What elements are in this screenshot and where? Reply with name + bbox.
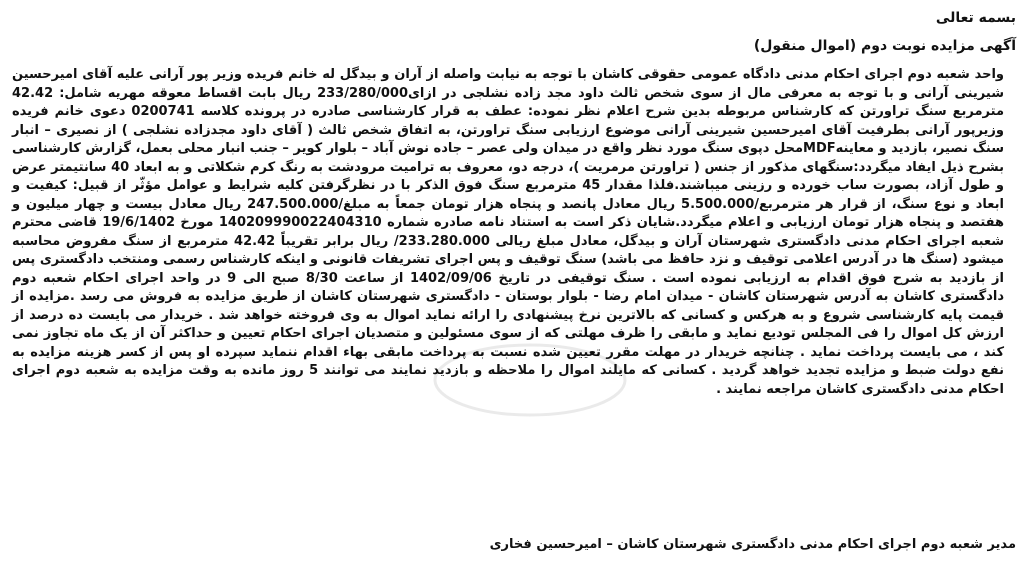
notice-body: واحد شعبه دوم اجرای احکام مدنی دادگاه عمومی حقوقی کاشان با توجه به نیابت واصله از آران و بیدگل له خانم فریده وزیر پور آرانی علیه آقای امیرحسین شیرینی آرانی و با توجه به معرفی مال از سوی شخص ثالث داود مجد زاده نشلجی در ازای233/280/000 ریال بابت اقساط معوقه مهریه شامل: 42.42 مترمربع سنگ تراورتن که کارشناس مربوطه بدین شرح اعلام نظر نموده: عطف به قرار کارشناسی صادره در پرونده کلاسه 0200741 دعوی خانم فریده وزیرپور آرانی بطرفیت آقای امیرحسین شیرینی آرانی موضوع ارزیابی سنگ تراورتن، به اتفاق شخص ثالث ( آقای داود مجدزاده نشلجی ) از نصیری – انبار سنگ نصیر، بازدید و معاینهMDFمحل دپوی سنگ مورد نظر واقع در میدان ولی عصر – جاده نوش آباد – بلوار کویر – جنب انبار محلی بعمل، گزارش کارشناسی بشرح ذیل ایفاد میگردد:سنگهای مذکور از جنس ( تراورتن مرمریت )، درجه دو، معروف به ترامیت مرودشت به رنگ کرم شکلاتی و به ابعاد 40 سانتیمتر عرض و طول آزاد، بصورت ساب خورده و رزینی میباشند.فلذا مقدار 45 مترمربع سنگ فوق الذکر با در نظرگرفتن کلیه شرایط و عوامل مؤثّر از قبیل: کیفیت و ابعاد و نوع سنگ، از قرار هر مترمربع/5.500.000 ریال معادل پانصد و پنجاه هزار تومان جمعاً به مبلغ/247.500.000 ریال معادل بیست و چهار میلیون و هفتصد و پنجاه هزار تومان ارزیابی و اعلام میگردد.شایان ذکر است به استناد نامه صادره شماره 140209990022404310 مورخ 19/6/1402 قاضی محترم شعبه اجرای احکام مدنی دادگستری شهرستان آران و بیدگل، معادل مبلغ ریالی 233.280.000/ ریال برابر تقریباً 42.42 مترمربع از سنگ مفروض محاسبه میشود (سنگ ها در آدرس اعلامی توقیف و نزد حافظ می باشد) سنگ توقیف و پس اجرای تشریفات قانونی و اینکه کارشناس رسمی ومنتخب دادگستری پس از بازدید به شرح فوق اقدام به ارزیابی نموده است . سنگ توقیفی در تاریخ 1402/09/06 از ساعت 8/30 صبح الی 9 در واحد اجرای احکام شعبه دوم دادگستری کاشان به آدرس شهرستان کاشان - میدان امام رضا - بلوار بوستان - دادگستری شهرستان کاشان از طریق مزایده به فروش می رسد .مزایده از قیمت پایه کارشناسی شروع و به هرکس و کسانی که بالاترین نرخ پیشنهادی را ارائه نماید اموال به وی فروخته خواهد شد . خریدار می بایست ده درصد از ارزش کل اموال را فی المجلس تودیع نماید و مابقی را ظرف مهلتی که از سوی مسئولین و متصدیان اجرای احکام تعیین و حداکثر آن از یک ماه تجاوز نمی کند ، می بایست پرداخت نماید . چنانچه خریدار در مهلت مقرر تعیین شده نسبت به پرداخت مابقی بهاء اقدام ننماید سپرده او پس از کسر هزینه مزایده به نفع دولت ضبط و مزایده تجدید خواهد گردید . کسانی که مایلند اموال را ملاحظه و بازدید نمایند می توانند 5 روز مانده به وقت مزایده به شعبه دوم اجرای احکام مدنی دادگستری کاشان مراجعه نمایند . — [12, 67, 1005, 397]
notice-title: آگهی مزایده نوبت دوم (اموال منقول) — [753, 38, 1016, 54]
bismillah-heading: بسمه تعالی — [935, 10, 1016, 26]
signature-line: مدیر شعبه دوم اجرای احکام مدنی دادگستری شهرستان کاشان – امیرحسین فخاری — [489, 537, 1016, 552]
